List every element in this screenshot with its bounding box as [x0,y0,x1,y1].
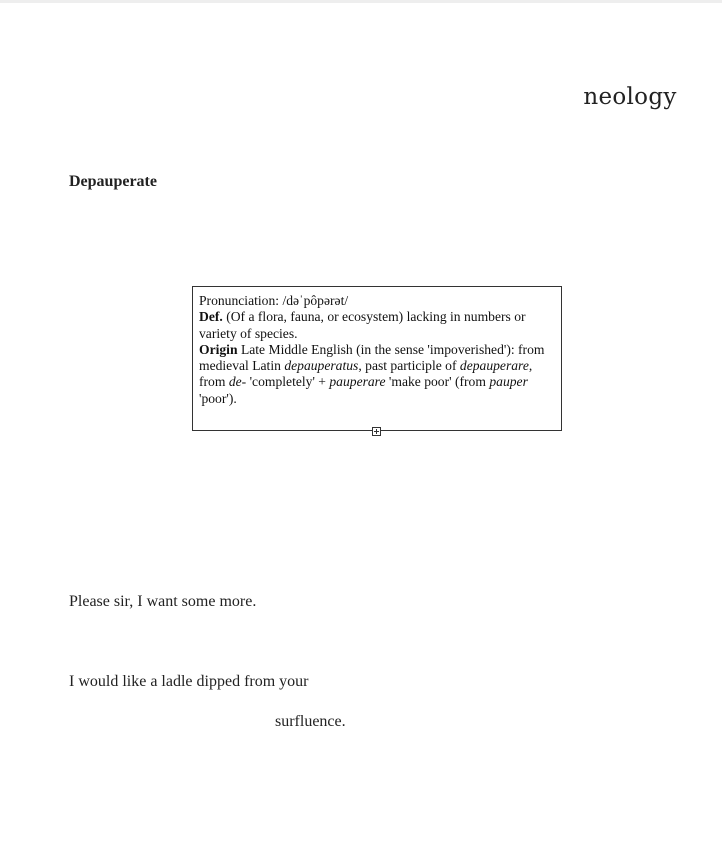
poem-line-3: surfluence. [275,713,346,730]
word-title: Depauperate [69,173,157,190]
origin-mid-1: , past participle of [358,358,457,374]
poem-line-2: I would like a ladle dipped from your [69,673,309,690]
origin-line [199,342,555,407]
site-logo[interactable]: neology [583,84,677,110]
poem-line-1: Please sir, I want some more. [69,593,257,610]
def-label: Def. [199,309,223,325]
origin-end: 'poor'). [199,390,237,406]
origin-latin-4: pauper [489,374,528,390]
definition-box[interactable] [192,286,562,431]
origin-mid-3: 'completely' + [249,374,326,390]
pronunciation-label: Pronunciation: [199,293,280,308]
origin-latin-1: depauperatus [284,358,359,374]
origin-latin-3: pauperare [329,374,386,390]
origin-intro: Late Middle English (in the sense 'impoverished'): from medieval Latin [199,341,545,374]
box-resize-handle-icon[interactable] [372,427,381,436]
def-text: (Of a flora, fauna, or ecosystem) lacking in numbers or variety of species. [199,309,526,341]
pronunciation-text: /dəˈpôpərət/ [282,293,349,308]
definition-line [199,309,555,342]
origin-label: Origin [199,341,238,357]
origin-mid-4: 'make poor' (from [388,374,486,390]
origin-mid-2: , from [199,358,533,390]
top-rule [0,0,722,3]
pronunciation-line [199,293,555,309]
origin-prefix: de- [228,374,247,390]
origin-latin-2: depauperare [459,358,529,374]
